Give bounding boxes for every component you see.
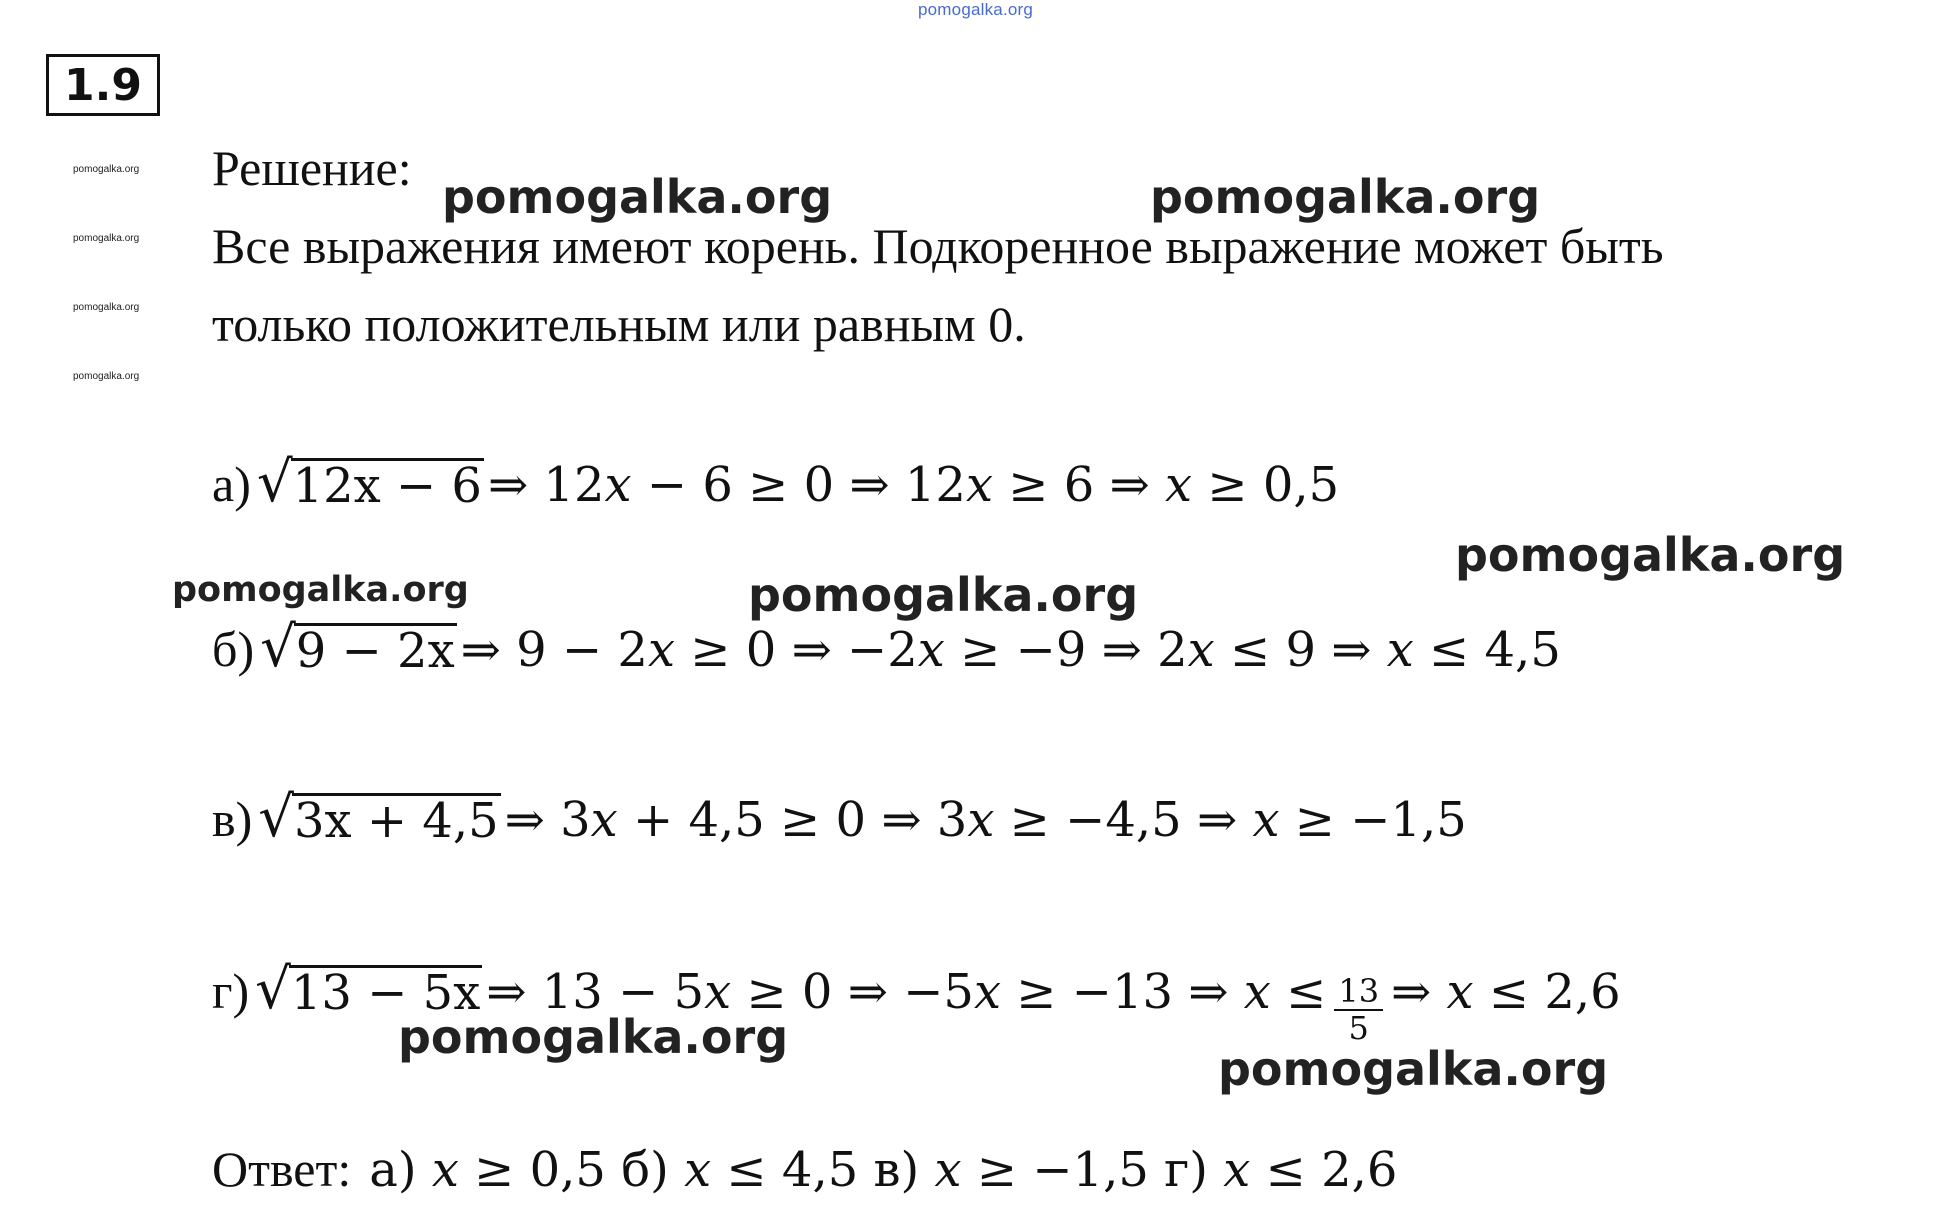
- math-line-a: [212, 450, 1340, 515]
- radicand: 9 − 2x: [295, 622, 455, 679]
- derivation: ⇒ 9 − 2𝑥 ≥ 0 ⇒ −2𝑥 ≥ −9 ⇒ 2𝑥 ≤ 9 ⇒ 𝑥 ≤ 4,5: [460, 622, 1561, 678]
- overlay-watermark: pomogalka.org: [442, 170, 833, 224]
- radicand: 12x − 6: [292, 457, 482, 514]
- fraction-numerator: 13: [1334, 974, 1383, 1011]
- fraction-denominator: 5: [1348, 1009, 1369, 1048]
- overlay-watermark: pomogalka.org: [1455, 528, 1846, 582]
- derivation: ⇒ 12𝑥 − 6 ≥ 0 ⇒ 12𝑥 ≥ 6 ⇒ 𝑥 ≥ 0,5: [487, 457, 1340, 513]
- radicand: 3x + 4,5: [293, 792, 499, 849]
- math-line-v: [212, 785, 1467, 850]
- sqrt-expression: [258, 785, 500, 850]
- math-line-b: [212, 615, 1561, 680]
- overlay-watermark: pomogalka.org: [398, 1010, 789, 1064]
- solution-heading: Решение:: [212, 140, 412, 196]
- top-watermark: pomogalka.org: [918, 0, 1034, 19]
- overlay-watermark: pomogalka.org: [172, 570, 469, 610]
- problem-number: 1.9: [46, 54, 160, 116]
- radical-sign: √: [260, 615, 296, 680]
- radical-sign: √: [256, 450, 293, 515]
- overlay-watermark: pomogalka.org: [1150, 170, 1541, 224]
- item-label: а): [212, 456, 251, 512]
- item-label: в): [212, 791, 253, 847]
- side-watermark: pomogalka.org: [73, 164, 140, 175]
- fraction: [1334, 974, 1383, 1046]
- derivation: ⇒ 13 − 5𝑥 ≥ 0 ⇒ −5𝑥 ≥ −13 ⇒ 𝑥 ≤: [486, 964, 1327, 1020]
- answer-text: а) 𝑥 ≥ 0,5 б) 𝑥 ≤ 4,5 в) 𝑥 ≥ −1,5 г) 𝑥 ≤ 2,6: [369, 1142, 1398, 1198]
- item-label: б): [212, 621, 255, 677]
- side-watermark: pomogalka.org: [73, 371, 140, 382]
- radicand: 13 − 5x: [290, 964, 481, 1021]
- side-watermark: pomogalka.org: [73, 233, 140, 244]
- sqrt-expression: [260, 615, 457, 680]
- overlay-watermark: pomogalka.org: [1218, 1042, 1609, 1096]
- answer-label: Ответ:: [212, 1141, 352, 1197]
- derivation-tail: ⇒ 𝑥 ≤ 2,6: [1391, 964, 1621, 1020]
- item-label: г): [212, 963, 250, 1019]
- radical-sign: √: [258, 785, 294, 850]
- answer-line: [212, 1140, 1397, 1198]
- solution-text-line1: Все выражения имеют корень. Подкоренное выражение может быть: [212, 218, 1664, 274]
- derivation: ⇒ 3𝑥 + 4,5 ≥ 0 ⇒ 3𝑥 ≥ −4,5 ⇒ 𝑥 ≥ −1,5: [504, 792, 1467, 848]
- sqrt-expression: [256, 450, 484, 515]
- overlay-watermark: pomogalka.org: [748, 568, 1139, 622]
- solution-text-line2: только положительным или равным 0.: [212, 296, 1026, 352]
- radical-sign: √: [255, 957, 291, 1022]
- side-watermark: pomogalka.org: [73, 302, 140, 313]
